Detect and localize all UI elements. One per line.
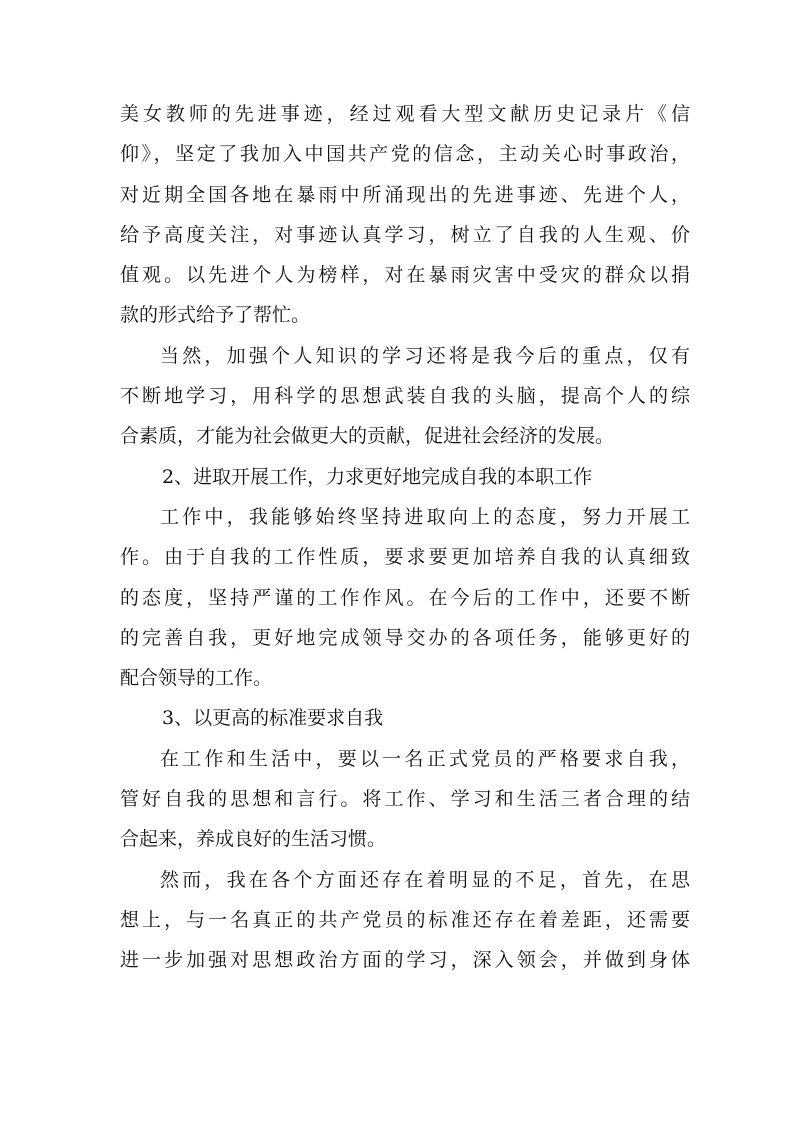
- text-line: 想上，与一名真正的共产党员的标准还存在着差距，还需要: [120, 908, 690, 931]
- text-line: 工作中，我能够始终坚持进取向上的态度，努力开展工: [160, 505, 690, 528]
- section-heading: 3、以更高的标准要求自我: [162, 707, 384, 730]
- text-line: 的完善自我，更好地完成领导交办的各项任务，能够更好的: [120, 626, 690, 649]
- text-line: 进一步加强对思想政治方面的学习，深入领会，并做到身体: [120, 949, 690, 972]
- text-line: 当然，加强个人知识的学习还将是我今后的重点，仅有: [160, 344, 690, 367]
- text-line: 然而，我在各个方面还存在着明显的不足，首先，在思: [160, 868, 690, 891]
- text-line: 值观。以先进个人为榜样，对在暴雨灾害中受灾的群众以捐: [120, 264, 690, 287]
- text-line: 美女教师的先进事迹，经过观看大型文献历史记录片《信: [120, 103, 690, 125]
- text-line: 作。由于自我的工作性质，要求要更加培养自我的认真细致: [120, 546, 690, 569]
- text-line: 款的形式给予了帮忙。: [120, 304, 311, 327]
- text-line: 给予高度关注，对事迹认真学习，树立了自我的人生观、价: [120, 223, 690, 246]
- text-line: 管好自我的思想和言行。将工作、学习和生活三者合理的结: [120, 788, 690, 811]
- text-line: 仰》，坚定了我加入中国共产党的信念，主动关心时事政治，: [120, 143, 690, 166]
- text-line: 不断地学习，用科学的思想武装自我的头脑，提高个人的综: [120, 385, 690, 408]
- text-line: 合起来，养成良好的生活习惯。: [120, 828, 387, 851]
- section-heading: 2、进取开展工作，力求更好地完成自我的本职工作: [162, 465, 593, 488]
- text-line: 合素质，才能为社会做更大的贡献，促进社会经济的发展。: [120, 425, 615, 448]
- text-line: 配合领导的工作。: [120, 667, 273, 690]
- text-line: 的态度，坚持严谨的工作作风。在今后的工作中，还要不断: [120, 586, 690, 609]
- text-line: 在工作和生活中，要以一名正式党员的严格要求自我，: [160, 747, 690, 770]
- text-line: 对近期全国各地在暴雨中所涌现出的先进事迹、先进个人，: [120, 183, 690, 206]
- body-text: [120, 94, 690, 981]
